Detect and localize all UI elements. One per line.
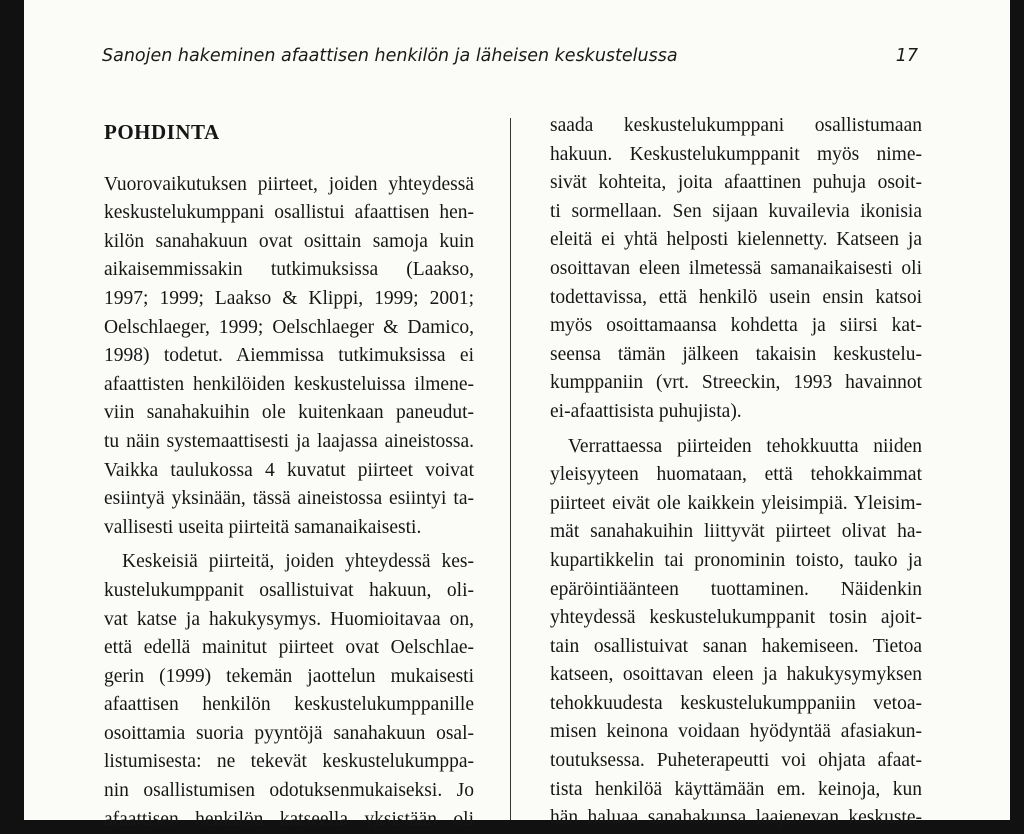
right-column bbox=[550, 112, 922, 833]
text-line: kustelukumppanit osallistuivat hakuun, oli- bbox=[104, 579, 474, 601]
text-line: viin sanahakuihin ole kuitenkaan paneudut- bbox=[104, 402, 474, 424]
paragraph bbox=[104, 548, 474, 834]
text-line: Vaikka taulukossa 4 kuvatut piirteet voivat bbox=[104, 459, 474, 481]
text-line: esiintyä yksinään, tässä aineistossa esiintyi ta- bbox=[104, 488, 474, 510]
text-line: piirteet eivät ole kaikkein yleisimpiä. Yleisim- bbox=[550, 492, 922, 514]
text-line: myös osoittamaansa kohdetta ja siirsi kat- bbox=[550, 315, 922, 337]
text-line: yleisyyteen huomataan, että tehokkaimmat bbox=[550, 464, 922, 486]
text-line: Vuorovaikutuksen piirteet, joiden yhteydessä bbox=[104, 173, 474, 195]
text-line: hakuun. Keskustelukumppanit myös nime- bbox=[550, 143, 922, 165]
text-line: osoittamia suoria pyyntöjä sanahakuun osal- bbox=[104, 722, 474, 744]
book-page bbox=[24, 0, 1010, 830]
text-line: afaattisten henkilöiden keskusteluissa ilmene- bbox=[104, 373, 474, 395]
text-line: afaattisen henkilön katseella yksistään oli bbox=[104, 808, 474, 830]
text-line: Oelschlaeger, 1999; Oelschlaeger & Damico, bbox=[104, 316, 474, 338]
left-column bbox=[104, 112, 474, 834]
text-line: keskustelukumppani osallistui afaattisen hen- bbox=[104, 202, 474, 224]
text-line: misen keinona voidaan hyödyntää afasiakun- bbox=[550, 721, 922, 743]
text-line: sivät kohteita, joita afaattinen puhuja osoit- bbox=[550, 172, 922, 194]
text-line: vat katse ja hakukysymys. Huomioitavaa on, bbox=[104, 608, 474, 630]
text-line: todettavissa, että henkilö usein ensin katsoi bbox=[550, 286, 922, 308]
text-line: toutuksessa. Puheterapeutti voi ohjata afaat- bbox=[550, 750, 922, 772]
text-line: saada keskustelukumppani osallistumaan bbox=[550, 115, 922, 136]
text-line: yhteydessä keskustelukumppanit tosin ajoit- bbox=[550, 607, 922, 629]
text-line: Verrattaessa piirteiden tehokkuutta niiden bbox=[568, 435, 922, 457]
text-line: mät sanahakuihin liittyvät piirteet olivat ha- bbox=[550, 521, 922, 543]
paragraph bbox=[550, 433, 922, 833]
text-line: hän haluaa sanahakunsa laajenevan keskuste- bbox=[550, 807, 922, 829]
text-line: että edellä mainitut piirteet ovat Oelschlae- bbox=[104, 637, 474, 659]
text-line: osoittavan eleen ilmetessä samanaikaisesti oli bbox=[550, 257, 922, 279]
text-line: 1998) todetut. Aiemmissa tutkimuksissa ei bbox=[104, 345, 474, 367]
text-line: seensa tämän jälkeen takaisin keskustelu- bbox=[550, 343, 922, 365]
text-line: aikaisemmissakin tutkimuksissa (Laakso, bbox=[104, 259, 474, 281]
text-line: Keskeisiä piirteitä, joiden yhteydessä kes- bbox=[122, 551, 474, 573]
text-line: tain osallistuivat sanan hakemiseen. Tietoa bbox=[550, 635, 922, 657]
running-head-title: Sanojen hakeminen afaattisen henkilön ja läheisen keskustelussa bbox=[102, 46, 678, 66]
paragraph bbox=[104, 171, 474, 543]
text-line: ei-afaattisista puhujista). bbox=[550, 400, 742, 422]
text-line: katseen, osoittavan eleen ja hakukysymyksen bbox=[550, 664, 922, 686]
text-line: 1997; 1999; Laakso & Klippi, 1999; 2001; bbox=[104, 287, 474, 309]
paragraph bbox=[550, 112, 922, 427]
text-line: listumisesta: ne tekevät keskustelukumppa- bbox=[104, 751, 474, 773]
text-line: tehokkuudesta keskustelukumppaniin vetoa- bbox=[550, 692, 922, 714]
column-divider bbox=[510, 118, 511, 820]
text-line: epäröintiäänteen tuottaminen. Näidenkin bbox=[550, 578, 922, 600]
text-line: kilön sanahakuun ovat osittain samoja kuin bbox=[104, 230, 474, 252]
text-line: ti sormellaan. Sen sijaan kuvailevia ikonisia bbox=[550, 200, 922, 222]
page-number: 17 bbox=[895, 46, 918, 66]
section-heading: POHDINTA bbox=[104, 120, 220, 144]
running-head bbox=[102, 46, 918, 66]
text-line: vallisesti useita piirteitä samanaikaisesti. bbox=[104, 516, 422, 538]
text-line: kupartikkelin tai pronominin toisto, tauko ja bbox=[550, 549, 922, 571]
text-line: tista henkilöä käyttämään em. keinoja, kun bbox=[550, 778, 922, 800]
text-line: nin osallistumisen odotuksenmukaiseksi. Jo bbox=[104, 780, 474, 802]
text-line: gerin (1999) tekemän jaottelun mukaisesti bbox=[104, 665, 474, 687]
text-line: tu näin systemaattisesti ja laajassa aineistossa. bbox=[104, 430, 474, 452]
text-line: kumppaniin (vrt. Streeckin, 1993 havainnot bbox=[550, 372, 922, 394]
text-line: afaattisen henkilön keskustelukumppanille bbox=[104, 694, 474, 716]
text-line: eleitä ei yhtä helposti kielennetty. Katseen ja bbox=[550, 229, 922, 251]
